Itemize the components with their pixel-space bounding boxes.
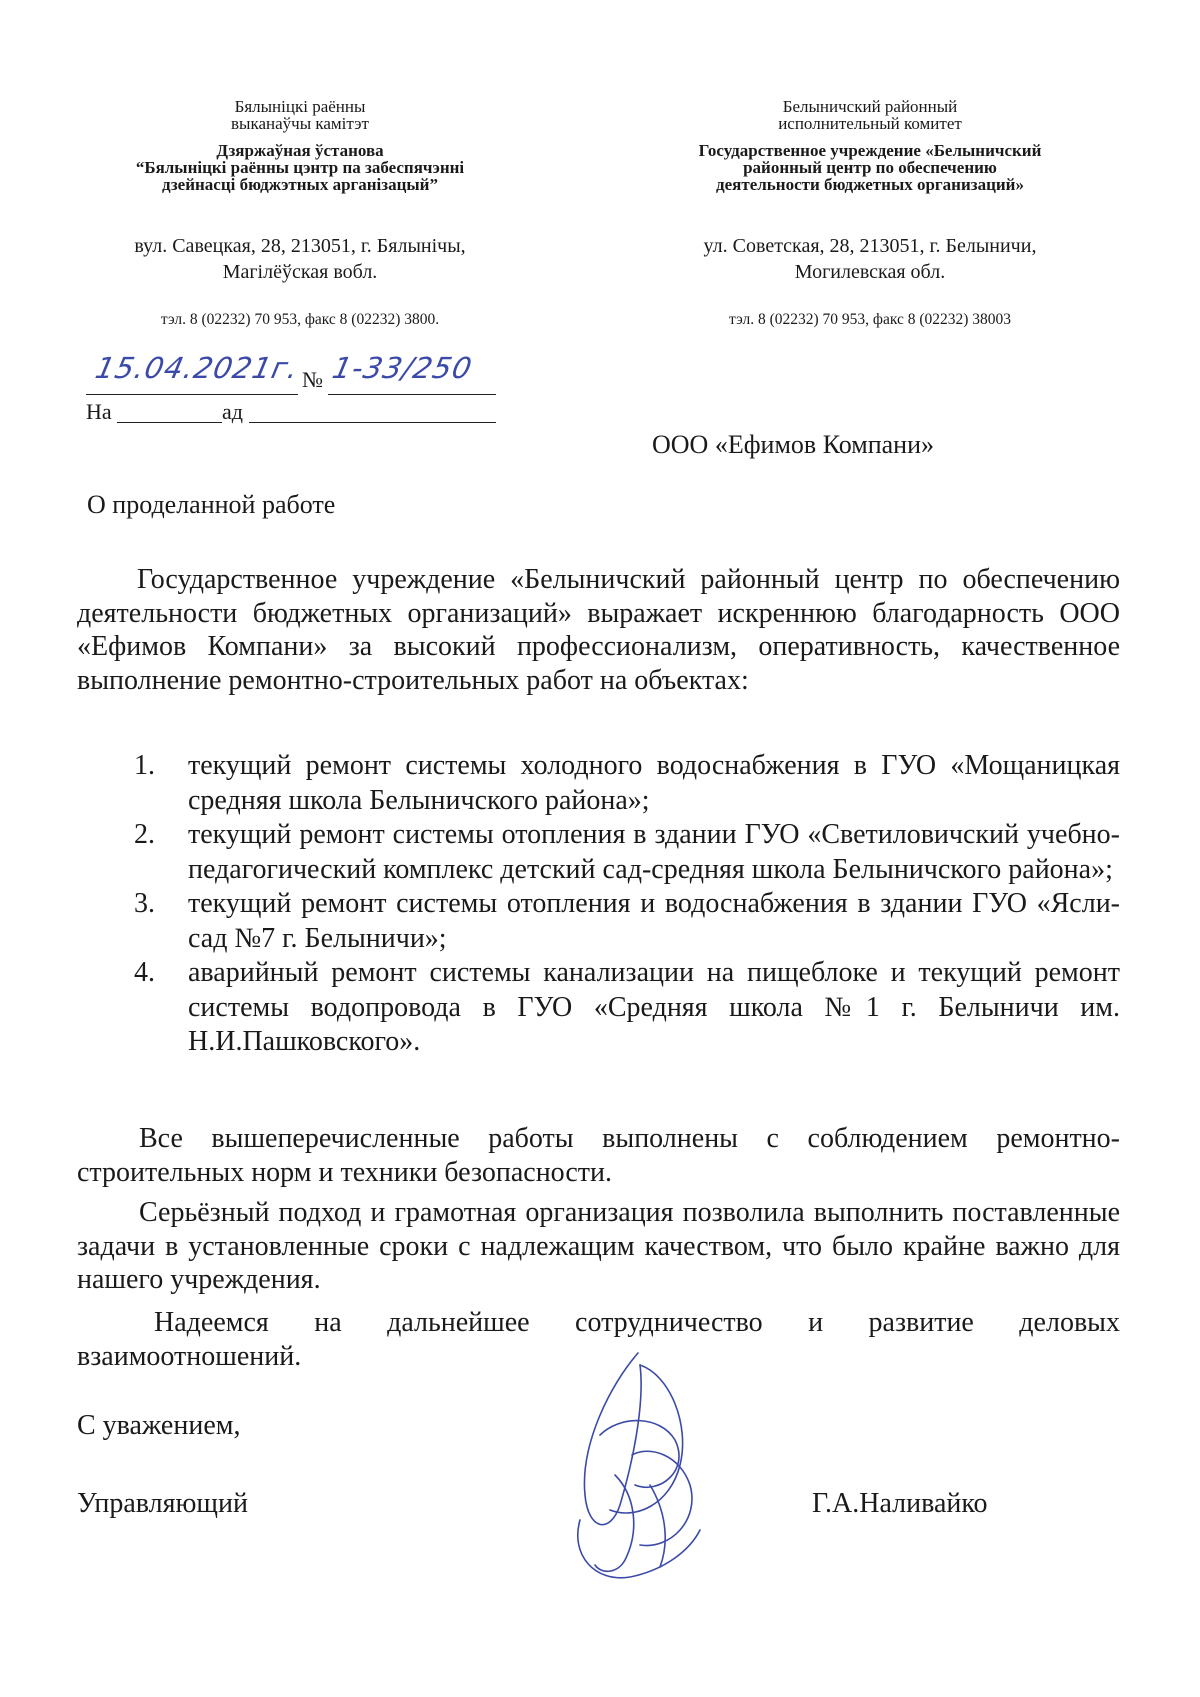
- closing-regards: С уважением,: [77, 1410, 241, 1441]
- letterhead-left-line: Бялыніцкі раённы: [234, 97, 366, 116]
- list-item-number: 2.: [134, 819, 155, 850]
- paragraph-intro: Государственное учреждение «Белыничский районный центр по обеспечению деятельности бюджетных организаций» выражает искреннюю благодарность ООО «Ефимов Компани» за высокий профессионализм, оперативность, качественное выполнение ремонтно-строительных работ на объектах:: [77, 564, 1120, 696]
- letterhead-right-org: Государственное учреждение «Белыничский: [698, 141, 1042, 160]
- list-item-text: текущий ремонт системы холодного водоснабжения в ГУО «Мощаницкая средняя школа Белыничского района»;: [188, 750, 1120, 816]
- subject-line: О проделанной работе: [87, 490, 336, 519]
- letterhead-right-line: Белыничский районный: [782, 97, 958, 116]
- letterhead-left-address: [75, 233, 525, 285]
- letterhead-right-phone: тэл. 8 (02232) 70 953, факс 8 (02232) 38003: [728, 311, 1012, 328]
- list-item: [77, 956, 1120, 1060]
- address-line: Магілёўская вобл.: [222, 261, 378, 283]
- reply-to-label: На: [86, 399, 112, 424]
- list-item: [77, 887, 1120, 956]
- reply-date-label: ад: [222, 399, 243, 424]
- list-item: [77, 818, 1120, 887]
- letterhead-left: [75, 98, 525, 329]
- letterhead-right-org: деятельности бюджетных организаций»: [716, 175, 1024, 194]
- letterhead-left-phone: тэл. 8 (02232) 70 953, факс 8 (02232) 3800.: [160, 311, 440, 328]
- list-item-text: текущий ремонт системы отопления в здании ГУО «Светиловичский учебно-педагогический комплекс детский сад-средняя школа Белыничского района»;: [188, 819, 1120, 885]
- letterhead-left-org: “Бялыніцкі раённы цэнтр па забеспячэнні: [135, 158, 465, 177]
- address-line: Могилевская обл.: [794, 261, 946, 283]
- signer-position: Управляющий: [77, 1488, 248, 1519]
- reply-date-underline: [249, 422, 496, 423]
- letterhead-right-address: [620, 233, 1120, 285]
- address-line: ул. Советская, 28, 213051, г. Белыничи,: [703, 235, 1037, 257]
- reply-to-underline: [117, 422, 222, 423]
- letterhead-left-org: дзейнасці бюджэтных арганізацый”: [162, 175, 438, 194]
- letterhead-right: [620, 98, 1120, 329]
- handwritten-signature: [540, 1345, 720, 1590]
- list-item-text: текущий ремонт системы отопления и водоснабжения в здании ГУО «Ясли-сад №7 г. Белыничи»;: [188, 888, 1120, 954]
- list-item-text: аварийный ремонт системы канализации на пищеблоке и текущий ремонт системы водопровода в ГУО «Средняя школа №1 г. Белыничи им. Н.И.Пашковского».: [188, 957, 1120, 1057]
- paragraph-cooperation: Надеемся на дальнейшее сотрудничество и развитие деловых взаимоотношений.: [77, 1307, 1120, 1372]
- address-line: вул. Савецкая, 28, 213051, г. Бялынічы,: [134, 235, 466, 257]
- works-list: [77, 749, 1120, 1060]
- letterhead-left-line: выканаўчы камітэт: [231, 114, 369, 133]
- list-item-number: 1.: [134, 750, 155, 781]
- letterhead-right-line: исполнительный комитет: [778, 114, 962, 133]
- paragraph-approach: Серьёзный подход и грамотная организация позволила выполнить поставленные задачи в установленные сроки с надлежащим качеством, что было крайне важно для нашего учреждения.: [77, 1197, 1120, 1295]
- list-item: [77, 749, 1120, 818]
- addressee: ООО «Ефимов Компани»: [652, 430, 934, 459]
- paragraph-compliance: Все вышеперечисленные работы выполнены с соблюдением ремонтно-строительных норм и техники безопасности.: [77, 1123, 1120, 1188]
- handwritten-number: 1-33/250: [329, 351, 476, 385]
- number-sign: №: [302, 367, 323, 392]
- handwritten-date: 15.04.2021г.: [92, 351, 303, 385]
- list-item-number: 3.: [134, 888, 155, 919]
- letterhead-left-org: Дзяржаўная ўстанова: [216, 141, 384, 160]
- signer-name: Г.А.Наливайко: [812, 1488, 988, 1519]
- letterhead-right-org: районный центр по обеспечению: [743, 158, 997, 177]
- list-item-number: 4.: [134, 957, 155, 988]
